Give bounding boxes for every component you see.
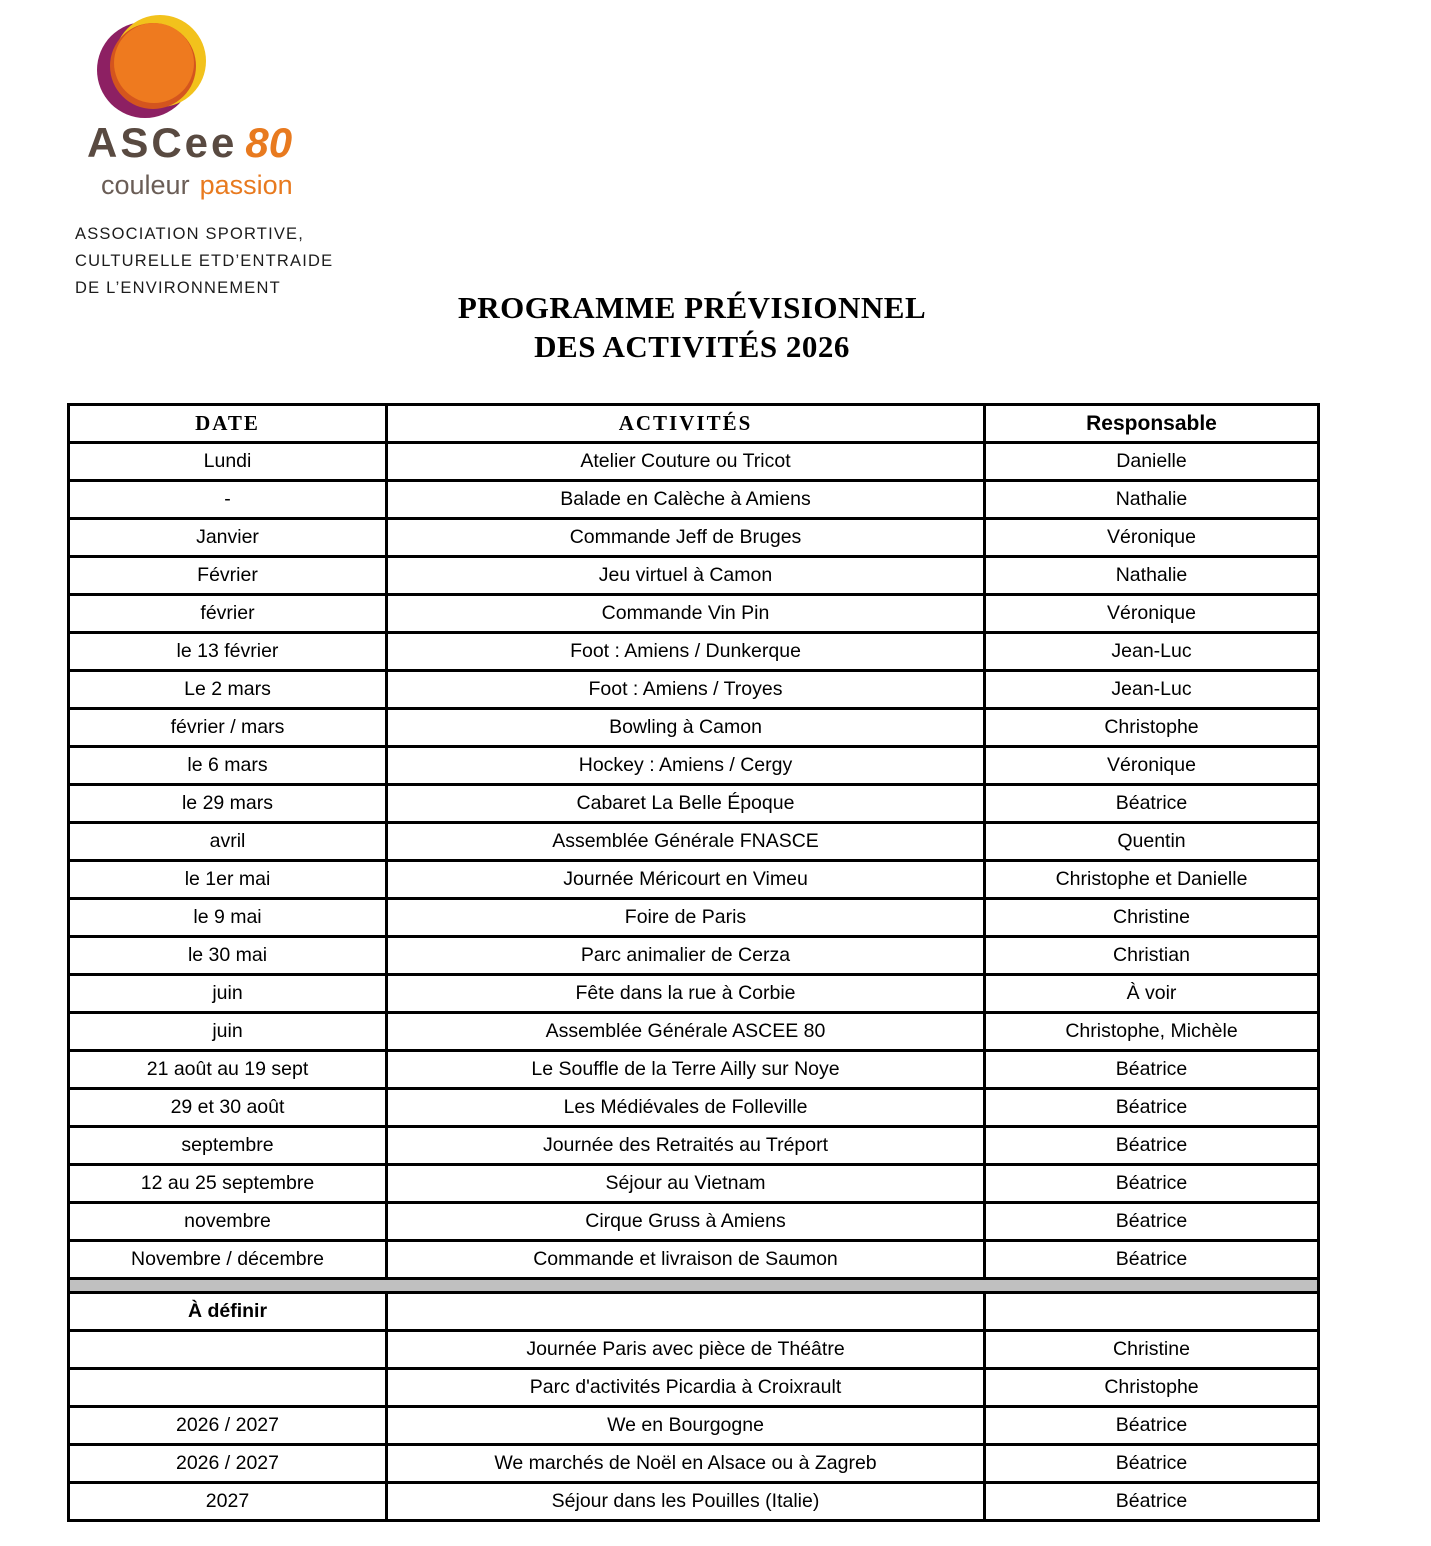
date-cell: le 9 mai (69, 899, 387, 937)
activity-cell: We en Bourgogne (387, 1407, 985, 1445)
activity-cell: Foot : Amiens / Troyes (387, 671, 985, 709)
activity-cell: We marchés de Noël en Alsace ou à Zagreb (387, 1445, 985, 1483)
responsable-cell: Béatrice (985, 1407, 1319, 1445)
ascee-logo-icon (93, 12, 213, 124)
table-row (69, 1127, 1319, 1165)
table-row (69, 1369, 1319, 1407)
activity-cell: Commande Jeff de Bruges (387, 519, 985, 557)
header-date: DATE (69, 405, 387, 443)
table-row (69, 1051, 1319, 1089)
table-row (69, 1241, 1319, 1279)
responsable-cell: Véronique (985, 747, 1319, 785)
responsable-cell: Béatrice (985, 1203, 1319, 1241)
date-cell: février (69, 595, 387, 633)
date-cell: 21 août au 19 sept (69, 1051, 387, 1089)
activity-cell: Parc d'activités Picardia à Croixrault (387, 1369, 985, 1407)
page-title-line2: DES ACTIVITÉS 2026 (534, 329, 850, 364)
date-cell: 2027 (69, 1483, 387, 1521)
responsable-cell: Béatrice (985, 1127, 1319, 1165)
table-row (69, 709, 1319, 747)
org-line-2: CULTURELLE ETD’ENTRAIDE (75, 252, 334, 270)
table-row (69, 861, 1319, 899)
responsable-cell: Christine (985, 1331, 1319, 1369)
responsable-cell: Christophe, Michèle (985, 1013, 1319, 1051)
activity-cell: Atelier Couture ou Tricot (387, 443, 985, 481)
table-row (69, 823, 1319, 861)
responsable-cell: Nathalie (985, 557, 1319, 595)
date-cell: 12 au 25 septembre (69, 1165, 387, 1203)
table-row (69, 481, 1319, 519)
date-cell: 29 et 30 août (69, 1089, 387, 1127)
table-row (69, 595, 1319, 633)
activity-cell: Cirque Gruss à Amiens (387, 1203, 985, 1241)
brand-number: 80 (245, 119, 293, 166)
responsable-cell: Christophe (985, 1369, 1319, 1407)
table-header-row (69, 405, 1319, 443)
date-cell: février / mars (69, 709, 387, 747)
org-line-3: DE L’ENVIRONNEMENT (75, 279, 281, 297)
date-cell: le 30 mai (69, 937, 387, 975)
date-cell: juin (69, 975, 387, 1013)
brand-tagline (101, 172, 375, 199)
activity-cell: Assemblée Générale ASCEE 80 (387, 1013, 985, 1051)
date-cell: avril (69, 823, 387, 861)
date-cell: Le 2 mars (69, 671, 387, 709)
activity-cell: Parc animalier de Cerza (387, 937, 985, 975)
table-row (69, 443, 1319, 481)
table-row (69, 899, 1319, 937)
responsable-cell: Véronique (985, 595, 1319, 633)
logo-block (75, 12, 375, 302)
activity-cell: Séjour dans les Pouilles (Italie) (387, 1483, 985, 1521)
activity-cell: Hockey : Amiens / Cergy (387, 747, 985, 785)
brand-line (87, 119, 375, 166)
date-cell: - (69, 481, 387, 519)
table-row (69, 557, 1319, 595)
tagline-word-passion: passion (199, 170, 293, 200)
date-cell: Novembre / décembre (69, 1241, 387, 1279)
date-cell: septembre (69, 1127, 387, 1165)
responsable-cell: Nathalie (985, 481, 1319, 519)
responsable-cell: Béatrice (985, 1051, 1319, 1089)
activity-cell: Fête dans la rue à Corbie (387, 975, 985, 1013)
org-line-1: ASSOCIATION SPORTIVE, (75, 225, 305, 243)
responsable-cell: Béatrice (985, 1483, 1319, 1521)
activity-cell: Séjour au Vietnam (387, 1165, 985, 1203)
table-row (69, 1203, 1319, 1241)
responsable-cell: Danielle (985, 443, 1319, 481)
header-activities: ACTIVITÉS (387, 405, 985, 443)
date-cell: Février (69, 557, 387, 595)
schedule-table-body (69, 443, 1319, 1521)
responsable-cell (985, 1293, 1319, 1331)
table-row (69, 1331, 1319, 1369)
activity-cell: Commande et livraison de Saumon (387, 1241, 985, 1279)
activity-cell: Foire de Paris (387, 899, 985, 937)
responsable-cell: Christophe (985, 709, 1319, 747)
activity-cell: Le Souffle de la Terre Ailly sur Noye (387, 1051, 985, 1089)
date-cell: le 6 mars (69, 747, 387, 785)
responsable-cell: Jean-Luc (985, 671, 1319, 709)
date-cell: Lundi (69, 443, 387, 481)
activity-cell: Les Médiévales de Folleville (387, 1089, 985, 1127)
date-cell: le 13 février (69, 633, 387, 671)
table-row (69, 1165, 1319, 1203)
brand-name: ASCee (87, 119, 238, 166)
responsable-cell: Béatrice (985, 1089, 1319, 1127)
responsable-cell: Béatrice (985, 1165, 1319, 1203)
table-row (69, 937, 1319, 975)
responsable-cell: À voir (985, 975, 1319, 1013)
activity-cell: Cabaret La Belle Époque (387, 785, 985, 823)
table-row (69, 1013, 1319, 1051)
table-row (69, 785, 1319, 823)
page-title-line1: PROGRAMME PRÉVISIONNEL (457, 290, 927, 325)
responsable-cell: Béatrice (985, 1241, 1319, 1279)
table-row (69, 1293, 1319, 1331)
table-row (69, 975, 1319, 1013)
date-cell: À définir (69, 1293, 387, 1331)
activity-cell: Foot : Amiens / Dunkerque (387, 633, 985, 671)
table-row (69, 633, 1319, 671)
date-cell: juin (69, 1013, 387, 1051)
responsable-cell: Christine (985, 899, 1319, 937)
activity-cell: Commande Vin Pin (387, 595, 985, 633)
date-cell (69, 1369, 387, 1407)
table-row (69, 519, 1319, 557)
table-row (69, 1089, 1319, 1127)
tagline-word-couleur: couleur (101, 170, 190, 200)
activities-schedule-table (67, 403, 1320, 1522)
date-cell: le 1er mai (69, 861, 387, 899)
activity-cell: Journée Paris avec pièce de Théâtre (387, 1331, 985, 1369)
responsable-cell: Quentin (985, 823, 1319, 861)
header-responsable: Responsable (985, 405, 1319, 443)
activity-cell: Bowling à Camon (387, 709, 985, 747)
responsable-cell: Christophe et Danielle (985, 861, 1319, 899)
activity-cell: Journée Méricourt en Vimeu (387, 861, 985, 899)
date-cell: 2026 / 2027 (69, 1407, 387, 1445)
table-row (69, 747, 1319, 785)
activity-cell: Jeu virtuel à Camon (387, 557, 985, 595)
activity-cell: Assemblée Générale FNASCE (387, 823, 985, 861)
activity-cell: Balade en Calèche à Amiens (387, 481, 985, 519)
date-cell: Janvier (69, 519, 387, 557)
date-cell: novembre (69, 1203, 387, 1241)
table-row (69, 1407, 1319, 1445)
responsable-cell: Béatrice (985, 1445, 1319, 1483)
table-row (69, 671, 1319, 709)
date-cell: le 29 mars (69, 785, 387, 823)
activity-cell (387, 1293, 985, 1331)
page-title (67, 288, 1317, 366)
date-cell: 2026 / 2027 (69, 1445, 387, 1483)
section-separator-bar (69, 1279, 1319, 1293)
activity-cell: Journée des Retraités au Tréport (387, 1127, 985, 1165)
responsable-cell: Véronique (985, 519, 1319, 557)
table-row (69, 1445, 1319, 1483)
responsable-cell: Christian (985, 937, 1319, 975)
responsable-cell: Jean-Luc (985, 633, 1319, 671)
section-separator (69, 1279, 1319, 1293)
table-row (69, 1483, 1319, 1521)
responsable-cell: Béatrice (985, 785, 1319, 823)
date-cell (69, 1331, 387, 1369)
